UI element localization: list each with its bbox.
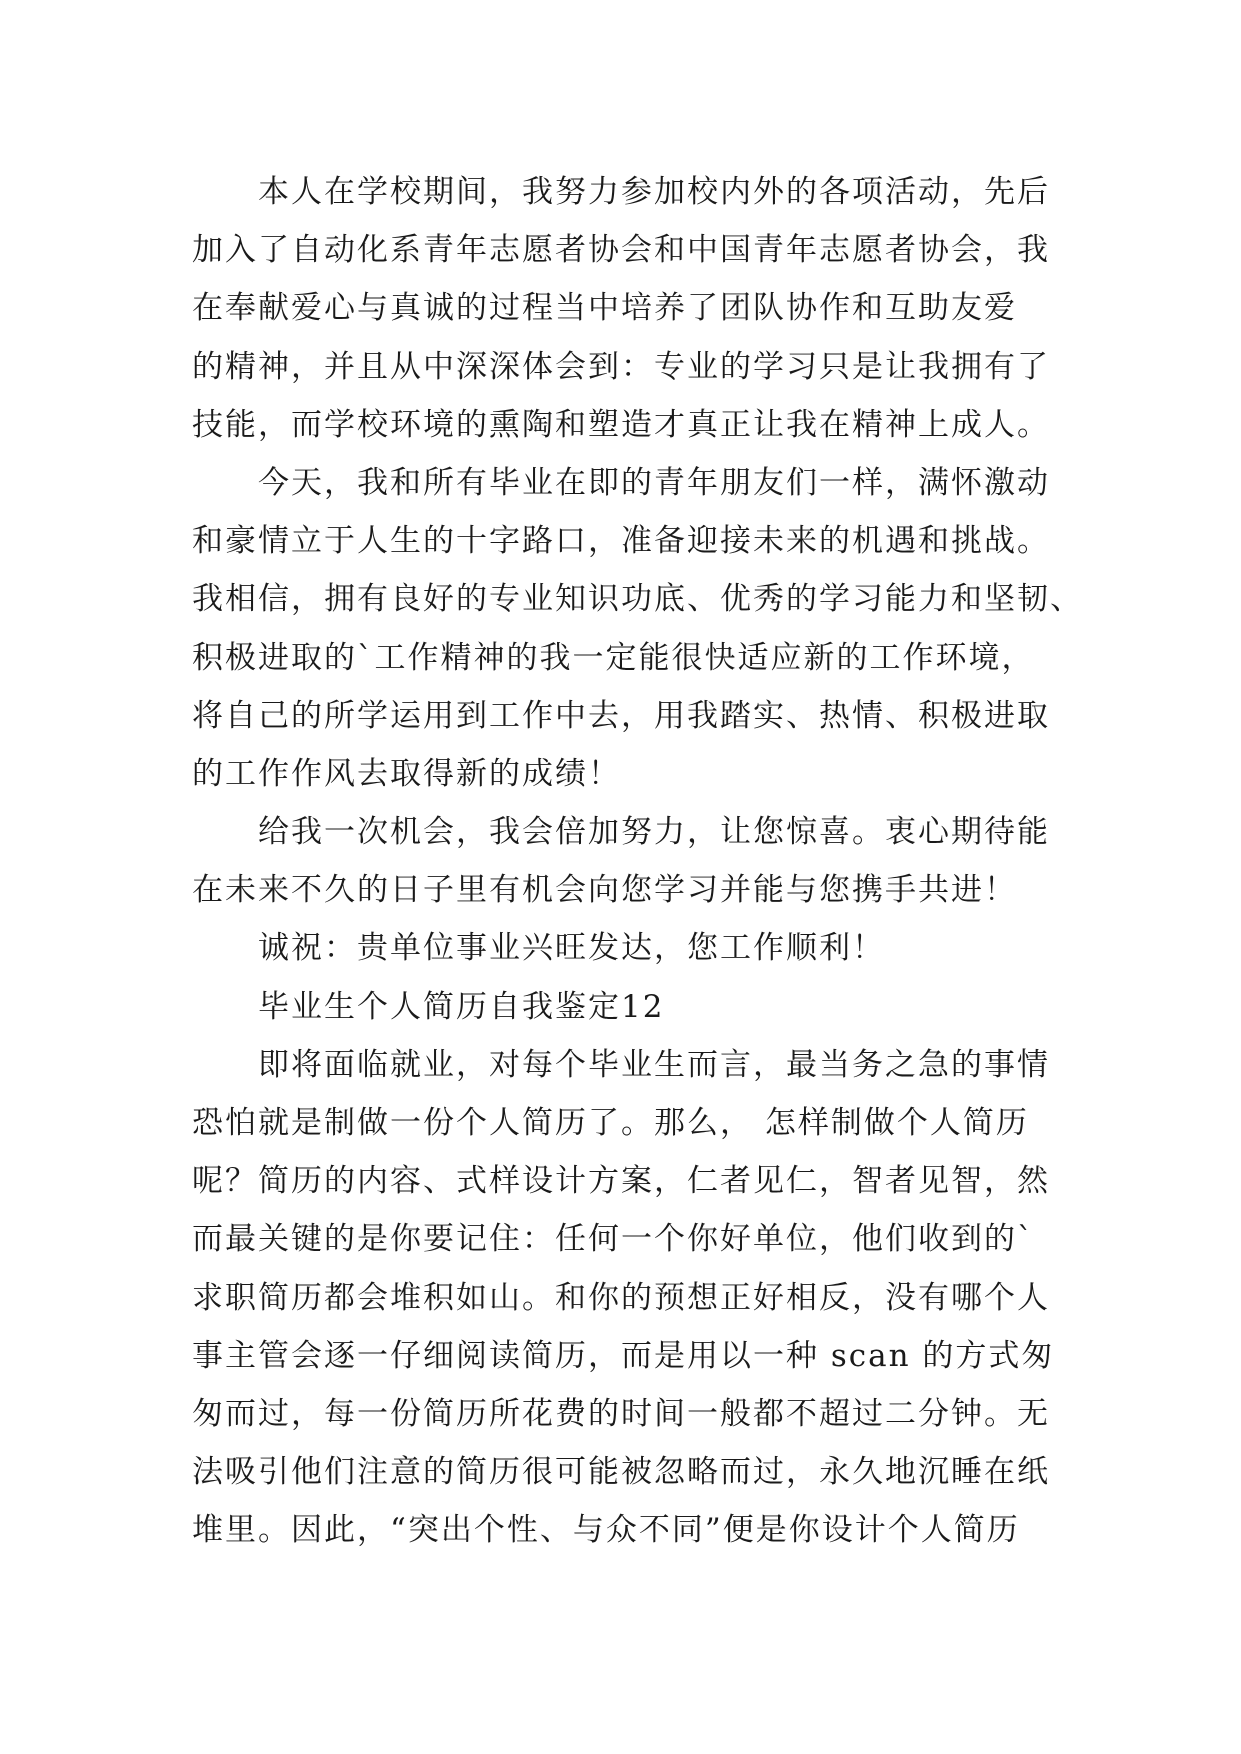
text-line: 的工作作风去取得新的成绩！ [192, 755, 621, 792]
text-line: 在奉献爱心与真诚的过程当中培养了团队协作和互助友爱 [192, 290, 1017, 327]
text-line: 匆而过，每一份简历所花费的时间一般都不超过二分钟。无 [192, 1395, 1050, 1432]
text-line: 呢？简历的内容、式样设计方案，仁者见仁，智者见智，然 [192, 1163, 1050, 1200]
text-line: 加入了自动化系青年志愿者协会和中国青年志愿者协会，我 [192, 232, 1050, 269]
text-line: 事主管会逐一仔细阅读简历，而是用以一种 scan 的方式匆 [192, 1337, 1055, 1374]
text-line: 而最关键的是你要记住：任何一个你好单位，他们收到的` [192, 1221, 1035, 1258]
text-line: 求职简历都会堆积如山。和你的预想正好相反，没有哪个人 [192, 1279, 1050, 1316]
text-line: 我相信，拥有良好的专业知识功底、优秀的学习能力和坚韧、 [192, 581, 1083, 618]
text-line: 诚祝：贵单位事业兴旺发达，您工作顺利！ [258, 930, 885, 967]
text-line: 堆里。因此，“突出个性、与众不同”便是你设计个人简历 [192, 1512, 1020, 1549]
text-line: 和豪情立于人生的十字路口，准备迎接未来的机遇和挑战。 [192, 523, 1050, 560]
text-line: 给我一次机会，我会倍加努力，让您惊喜。衷心期待能 [258, 814, 1050, 851]
text-line: 本人在学校期间，我努力参加校内外的各项活动，先后 [258, 174, 1050, 210]
text-line: 积极进取的`工作精神的我一定能很快适应新的工作环境， [192, 639, 1035, 676]
text-line: 的精神，并且从中深深体会到：专业的学习只是让我拥有了 [192, 348, 1050, 385]
text-line: 恐怕就是制做一份个人简历了。那么， 怎样制做个人简历 [192, 1105, 1029, 1141]
text-line: 在未来不久的日子里有机会向您学习并能与您携手共进！ [192, 872, 1017, 909]
text-line: 今天，我和所有毕业在即的青年朋友们一样，满怀激动 [258, 464, 1050, 501]
text-line: 法吸引他们注意的简历很可能被忽略而过，永久地沉睡在纸 [192, 1454, 1050, 1491]
section-heading: 毕业生个人简历自我鉴定12 [258, 988, 665, 1025]
document-body [192, 163, 1083, 1560]
text-line: 技能，而学校环境的熏陶和塑造才真正让我在精神上成人。 [192, 406, 1050, 443]
text-line: 将自己的所学运用到工作中去，用我踏实、热情、积极进取 [192, 697, 1050, 734]
text-line: 即将面临就业，对每个毕业生而言，最当务之急的事情 [258, 1046, 1050, 1083]
